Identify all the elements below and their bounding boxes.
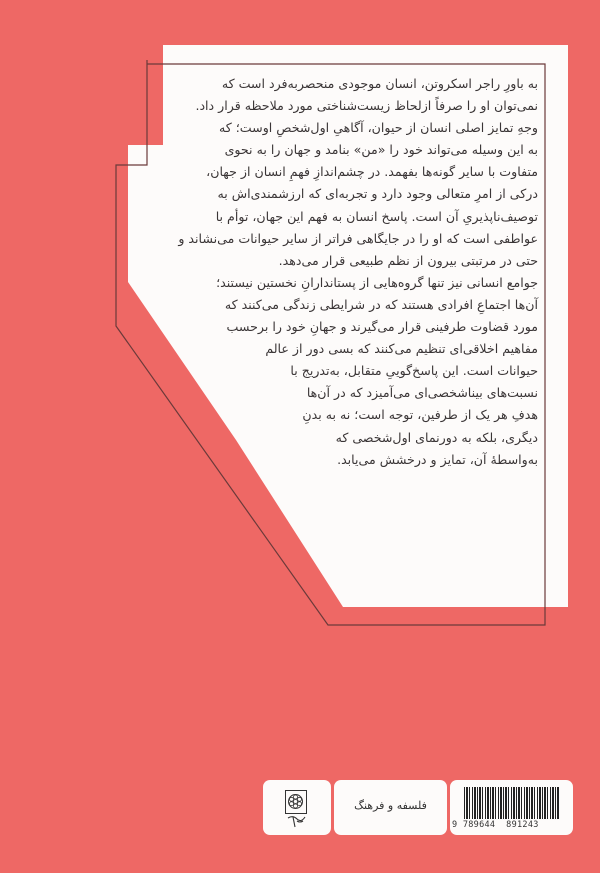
blurb-line: توصیف‌ناپذیریِ آن است. پاسخ انسان به فهم این جهان، توأم با <box>215 208 538 224</box>
blurb-line: هدفِ هر یک از طرفین، توجه است؛ نه به بدنِ <box>302 407 538 423</box>
barcode-icon <box>464 787 560 819</box>
series-title-tab <box>334 780 447 835</box>
blurb-line: آن‌ها اجتماعِ افرادی هستند که در شرایطی زندگی می‌کنند که <box>224 296 538 312</box>
isbn-digits: 9 789644 891243 <box>452 820 539 830</box>
blurb-line: متفاوت با سایر گونه‌ها بفهمد. در چشم‌اندازِ فهمِ انسان از جهان، <box>206 164 538 180</box>
blurb-line: عواطفی است که او را در جایگاهی فراتر از سایر حیوانات می‌نشاند و <box>178 230 538 246</box>
publisher-logo-tab <box>263 780 331 835</box>
blurb-line: حیوانات است. این پاسخ‌گوییِ متقابل، به‌تدریج با <box>290 363 538 379</box>
series-title: فلسفه و فرهنگ <box>354 799 427 812</box>
blurb-line: حتی در مرتبتی بیرون از نظم طبیعی قرار می‌دهد. <box>278 252 538 268</box>
blurb-line: دیگری، بلکه به دورنمای اول‌شخصی که <box>335 429 538 445</box>
blurb-line: مفاهیم اخلاقی‌ای تنظیم می‌کنند که بسی دور از عالم <box>265 341 538 357</box>
blurb-line: نمی‌توان او را صرفاً ازلحاظ زیست‌شناختی مورد ملاحظه قرار داد. <box>195 98 538 114</box>
blurb-line: مورد قضاوت طرفینی قرار می‌گیرند و جهانِ خود را برحسب <box>226 319 538 335</box>
publisher-logo-icon <box>285 790 307 814</box>
blurb-line: نسبت‌های بیناشخصی‌ای می‌آمیزد که در آن‌ها <box>306 385 538 401</box>
blurb-line: به‌واسطهٔ آن، تمایز و درخشش می‌یابد. <box>337 451 538 467</box>
blurb-line: درکی از امرِ متعالی وجود دارد و تجربه‌ای که ارزشمندی‌اش به <box>217 186 538 202</box>
isbn-barcode-tab <box>450 780 573 835</box>
blurb-line: به این وسیله می‌تواند خود را «من» بنامد و جهان را به نحوی <box>224 142 538 158</box>
publisher-calligraphy-mark <box>285 813 307 833</box>
blurb-line: جوامع انسانی نیز تنها گروه‌هایی از پستاندارانِ نخستین نیستند؛ <box>216 274 538 290</box>
blurb-line: به باورِ راجر اسکروتن، انسان موجودی منحصربه‌فرد است که <box>221 76 538 91</box>
back-cover-blurb <box>150 73 538 471</box>
blurb-line: وجهِ تمایز اصلی انسان از حیوان، آگاهیِ اول‌شخصِ اوست؛ که <box>219 120 538 136</box>
